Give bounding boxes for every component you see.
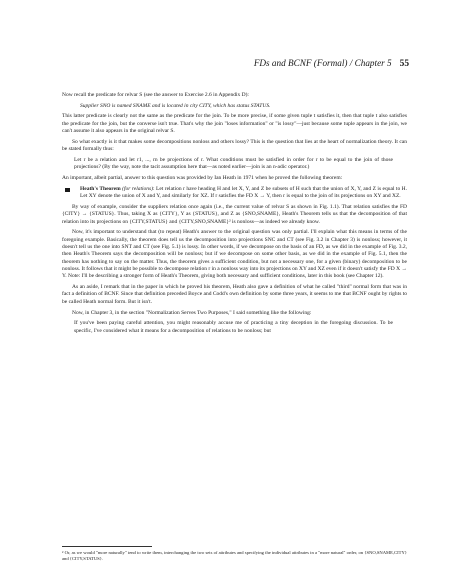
chapter3-quote: If you've been paying careful attention, you might reasonably accuse me of practicing a tiny deception in the foregoing discussion. To be specific, I've considered what it means for a decomposition of relations to be nonloss; but	[74, 320, 393, 334]
theorem-name: Heath's Theorem	[80, 185, 121, 192]
page-number: 55	[399, 59, 409, 69]
paragraph: Now, in Chapter 3, in the section "Normalization Serves Two Purposes," I said something like the following:	[72, 309, 312, 316]
bullet-square-icon	[65, 188, 70, 193]
paragraph: This latter predicate is clearly not the same as the predicate for the join. To be more precise, if some given tuple t satisfies it, then that tuple t also satisfies the predicate for the join, but the converse isn't true. That's why the join "loses information" or "is lossy"—just because some tuple appears in the join, we can't assume it also appears in the original relvar S.	[62, 113, 407, 135]
paragraph: Now recall the predicate for relvar S (see the answer to Exercise 2.6 in Appendix D):	[62, 92, 249, 98]
paragraph: As an aside, I remark that in the paper in which he proved his theorem, Heath also gave a definition of what he called "third" normal form that was in fact a definition of BCNF. Since that definition preceded Boyce and Codd's own definition by some three years, it seems to me that BCNF ought by rights to be called Heath normal form. But it isn't.	[62, 284, 407, 305]
footnote-divider	[62, 546, 152, 547]
theorem-qualifier: (for relations)	[122, 185, 154, 192]
paragraph: So what exactly is it that makes some decompositions nonloss and others lossy? This is the question that lies at the heart of normalization theory. It can be stated formally thus:	[62, 138, 407, 153]
theorem-statement: : Let relation r have heading H and let X, Y, and Z be subsets of H such that the union of X, Y, and Z is equal to H. Let XY denote the union of X and Y, and similarly for XZ. If r satisfies the FD X → Y, then r is equal to the join of its projections on XY and XZ.	[80, 185, 407, 200]
question-block: Let r be a relation and let r1, ..., rn be projections of r. What conditions must be satisfied in order for r to be equal to the join of those projections? (By the way, note the tacit assumption here that—as noted earlier—join is an n-adic operator.)	[74, 156, 393, 171]
theorem-block	[62, 186, 407, 201]
body-text	[62, 92, 407, 338]
running-header	[254, 58, 409, 69]
footnote: ² Or, as we would "more naturally" tend to write them, interchanging the two sets of attributes and specifying the individual attributes in a "more natural" order, on {SNO,SNAME,CITY} and {CITY,STATUS}.	[62, 550, 407, 561]
paragraph: Now, it's important to understand that (to repeat) Heath's answer to the original question was only partial. I'll explain what this means in terms of the foregoing example. Basically, the theorem does tell us the decomposition into projections SNC and CT (see Fig. 3.2 in Chapter 3) is nonloss; however, it doesn't tell us the one into SNT and CT (see Fig. 5.1) is lossy. In other words, if we decompose on the basis of an FD, as we did in the example of Fig. 3.2, then Heath's Theorem says the decomposition will be nonloss; but if we decompose on some other basis, as we did in the example of Fig. 5.1, then the theorem has nothing to say on the matter. Thus, the theorem gives a sufficient condition, but not a necessary one, for a given (binary) decomposition to be nonloss. It follows that it might be possible to decompose relation r in a nonloss way into its projections on XY and XZ even if it doesn't satisfy the FD X → Y. Note: I'll be describing a stronger form of Heath's Theorem, giving both necessary and sufficient conditions, later in this book (see Chapter 12).	[62, 229, 407, 280]
predicate-quote: Supplier SNO is named SNAME and is located in city CITY, which has status STATUS.	[80, 102, 271, 109]
paragraph: An important, albeit partial, answer to this question was provided by Ian Heath in 1971 when he proved the following theorem:	[62, 175, 343, 182]
paragraph: By way of example, consider the suppliers relation once again (i.e., the current value of relvar S as shown in Fig. 1.1). That relation satisfies the FD {CITY} → {STATUS}. Thus, taking X as {CITY}, Y as {STATUS}, and Z as {SNO,SNAME}, Heath's Theorem tells us that the decomposition of that relation into its projections on {CITY,STATUS} and {CITY,SNO,SNAME}² is nonloss—as indeed we already know.	[62, 203, 407, 225]
running-title: FDs and BCNF (Formal) / Chapter 5	[253, 58, 392, 68]
